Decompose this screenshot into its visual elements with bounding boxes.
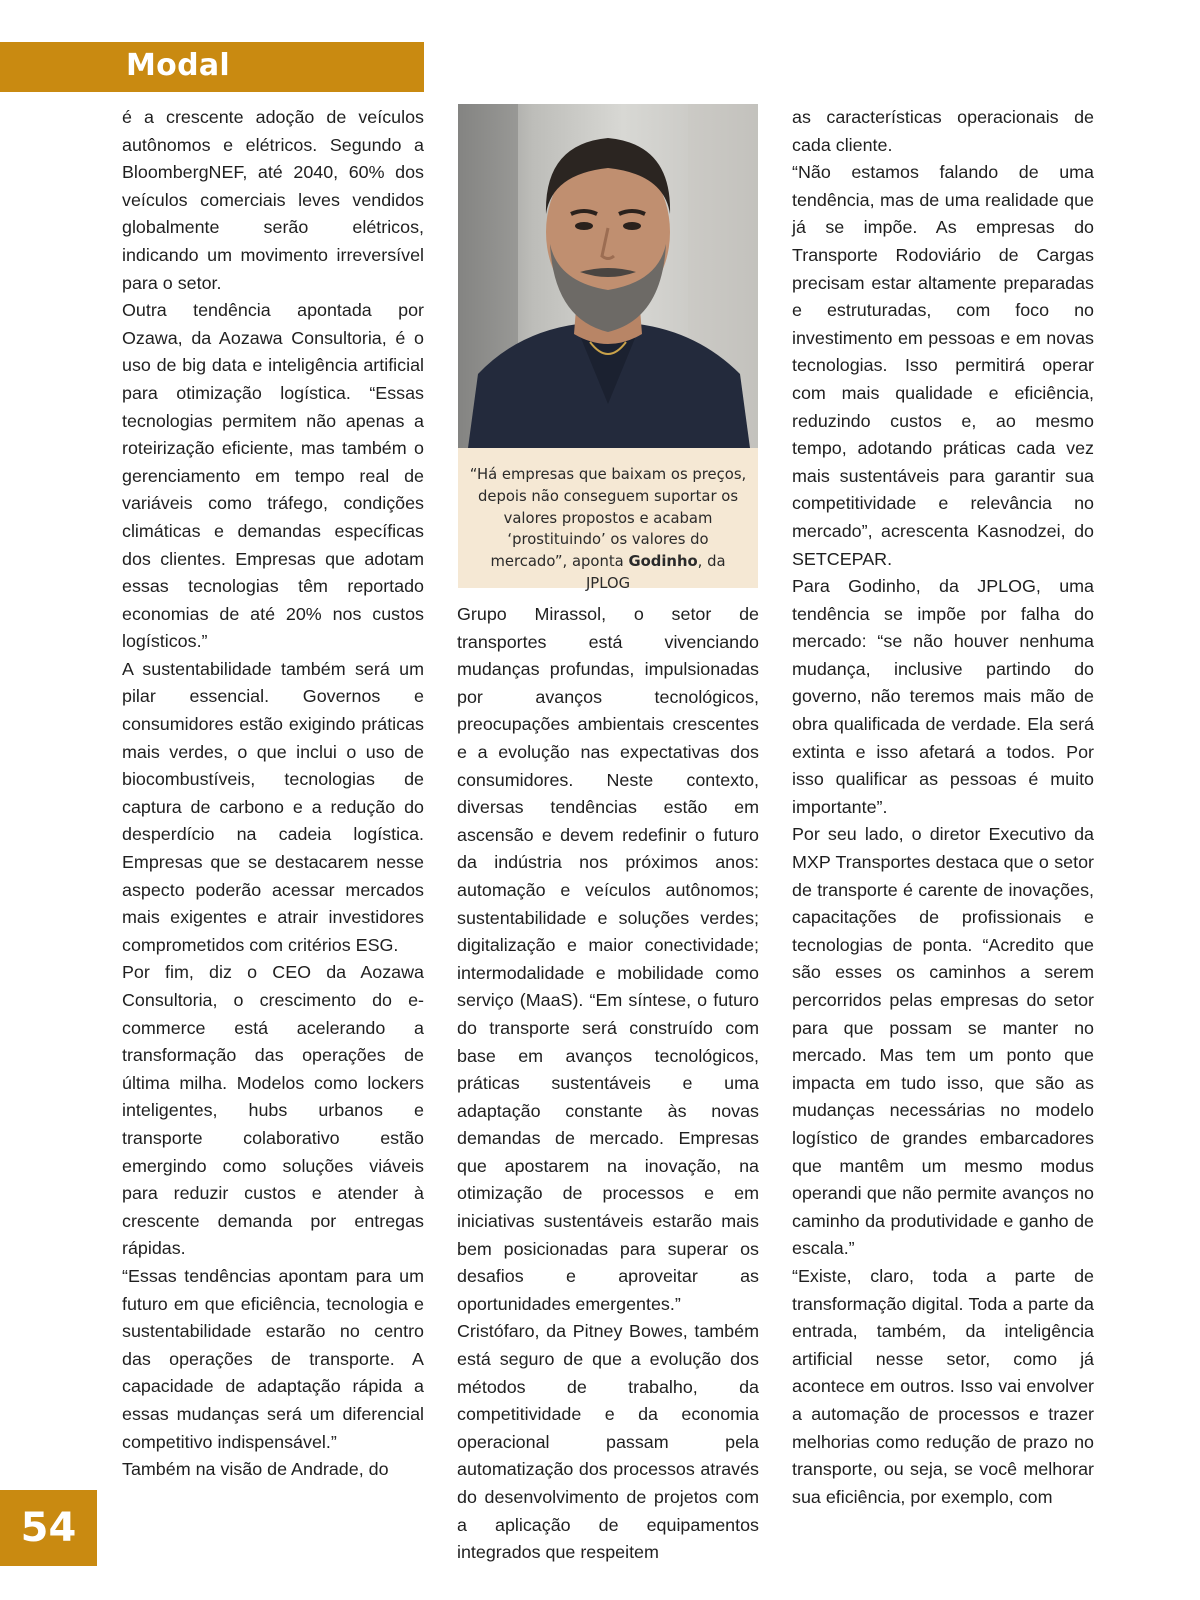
portrait-illustration (458, 104, 758, 448)
article-column-1 (122, 104, 424, 1584)
caption-quote: “Há empresas que baixam os preços, depois não conseguem suportar os valores propostos e acabam ‘prostituindo’ os valores do mercado”, (469, 466, 747, 571)
paragraph: Por seu lado, o diretor Executivo da MXP Transportes destaca que o setor de transporte é carente de inovações, capacitações de profissionais e tecnologias de ponta. “Acredito que são esses os caminhos a serem percorridos pelas empresas do setor para que possam se manter no mercado. Mas tem um ponto que impacta em tudo isso, que são as mudanças necessárias no modelo logístico de grandes embarcadores que mantêm um mesmo modus operandi que não permite avanços no caminho da produtividade e ganho de escala.” (792, 824, 1094, 1259)
paragraph: Grupo Mirassol, o setor de transportes está vivenciando mudanças profundas, impulsionadas por avanços tecnológicos, preocupações ambientais crescentes e a evolução nas expectativas dos consumidores. Neste contexto, diversas tendências estão em ascensão e devem redefinir o futuro da indústria nos próximos anos: automação e veículos autônomos; sustentabilidade e soluções verdes; digitalização e maior conectividade; intermodalidade e mobilidade como serviço (MaaS). “Em síntese, o futuro do transporte será construído com base em avanços tecnológicos, práticas sustentáveis e uma adaptação constante às novas demandas de mercado. Empresas que apostarem na inovação, na otimização de processos e em iniciativas sustentáveis estarão mais bem posicionadas para superar os desafios e aproveitar as oportunidades emergentes.” (457, 604, 759, 1314)
paragraph: A sustentabilidade também será um pilar essencial. Governos e consumidores estão exigindo práticas mais verdes, o que inclui o uso de biocombustíveis, tecnologias de captura de carbono e a redução do desperdício na cadeia logística. Empresas que se destacarem nesse aspecto poderão acessar mercados mais exigentes e atrair investidores comprometidos com critérios ESG. (122, 658, 424, 955)
page-number: 54 (0, 1490, 97, 1566)
paragraph: Cristófaro, da Pitney Bowes, também está seguro de que a evolução dos métodos de trabalho, da competitividade e da economia operacional passam pela automatização dos processos através do desenvolvimento de projetos com a aplicação de equipamentos integrados que respeitem (457, 1321, 759, 1563)
caption-person-name: Godinho (628, 553, 698, 571)
article-column-2 (457, 601, 759, 1581)
paragraph: “Não estamos falando de uma tendência, mas de uma realidade que já se impõe. As empresas do Transporte Rodoviário de Cargas precisam estar altamente preparadas e estruturadas, com foco no investimento em pessoas e em novas tecnologias. Isso permitirá operar com mais qualidade e eficiência, reduzindo custos e, ao mesmo tempo, adotando práticas cada vez mais sustentáveis para garantir sua competitividade e relevância no mercado”, acrescenta Kasnodzei, do SETCEPAR. (792, 162, 1094, 569)
photo-caption-box (458, 448, 758, 592)
section-title: Modal (126, 48, 230, 83)
paragraph: “Existe, claro, toda a parte de transformação digital. Toda a parte da entrada, também, da inteligência artificial nesse setor, como já acontece em outros. Isso vai envolver a automação de processos e trazer melhorias como redução de prazo no transporte, ou seja, se você melhorar sua eficiência, por exemplo, com (792, 1265, 1094, 1507)
caption-attribution-prefix: aponta (571, 553, 624, 571)
paragraph: as características operacionais de cada cliente. (792, 107, 1094, 155)
article-column-3 (792, 104, 1094, 1584)
paragraph: é a crescente adoção de veículos autônomos e elétricos. Segundo a BloombergNEF, até 2040, 60% dos veículos comerciais leves vendidos globalmente serão elétricos, indicando um movimento irreversível para o setor. (122, 107, 424, 293)
photo-caption (468, 464, 748, 595)
paragraph: Também na visão de Andrade, do (122, 1459, 389, 1480)
caption-attribution-suffix: , da JPLOG (585, 553, 726, 592)
paragraph: Outra tendência apontada por Ozawa, da Aozawa Consultoria, é o uso de big data e inteligência artificial para otimização logística. “Essas tecnologias permitem não apenas a roteirização eficiente, mas também o gerenciamento em tempo real de variáveis como tráfego, condições climáticas e demandas específicas dos clientes. Empresas que adotam essas tecnologias têm reportado economias de até 20% nos custos logísticos.” (122, 300, 424, 652)
section-header-tab (0, 42, 424, 92)
portrait-photo (458, 104, 758, 448)
paragraph: Para Godinho, da JPLOG, uma tendência se impõe por falha do mercado: “se não houver nenhuma mudança, inclusive partindo do governo, não teremos mais mão de obra qualificada de verdade. Ela será extinta e isso afetará a todos. Por isso qualificar as pessoas é muito importante”. (792, 576, 1094, 817)
paragraph: Por fim, diz o CEO da Aozawa Consultoria, o crescimento do e-commerce está acelerando a transformação das operações de última milha. Modelos como lockers inteligentes, hubs urbanos e transporte colaborativo estão emergindo como soluções viáveis para reduzir custos e atender à crescente demanda por entregas rápidas. (122, 962, 424, 1259)
paragraph: “Essas tendências apontam para um futuro em que eficiência, tecnologia e sustentabilidade estarão no centro das operações de transporte. A capacidade de adaptação rápida a essas mudanças será um diferencial competitivo indispensável.” (122, 1265, 424, 1452)
